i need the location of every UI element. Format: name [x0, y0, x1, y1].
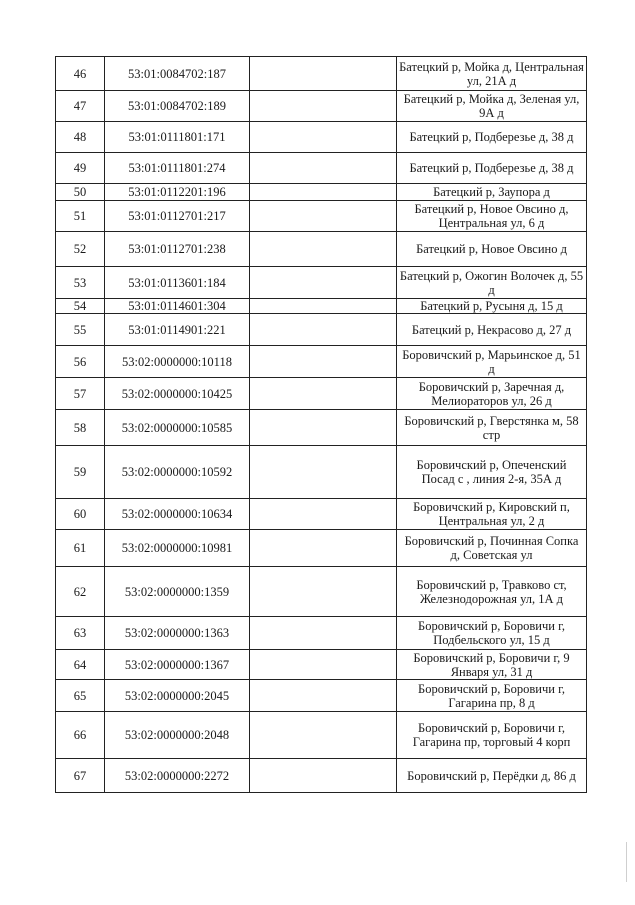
cadastral-number: 53:02:0000000:1359 — [105, 567, 250, 617]
property-address: Боровичский р, Травково ст, Железнодорожная ул, 1А д — [397, 567, 587, 617]
property-address: Батецкий р, Ожогин Волочек д, 55 д — [397, 267, 587, 299]
blank-cell — [250, 759, 397, 793]
cadastral-number: 53:01:0084702:187 — [105, 57, 250, 91]
property-address: Боровичский р, Боровичи г, 9 Января ул, 31 д — [397, 650, 587, 680]
blank-cell — [250, 184, 397, 201]
table-row — [56, 712, 587, 759]
blank-cell — [250, 267, 397, 299]
table-row — [56, 680, 587, 712]
property-address: Батецкий р, Мойка д, Центральная ул, 21А д — [397, 57, 587, 91]
row-number: 57 — [56, 378, 105, 410]
row-number: 58 — [56, 410, 105, 446]
cadastral-number: 53:02:0000000:10425 — [105, 378, 250, 410]
cadastral-number: 53:02:0000000:10634 — [105, 499, 250, 530]
table-row — [56, 314, 587, 346]
table-row — [56, 299, 587, 314]
registry-table-body — [56, 57, 587, 793]
row-number: 53 — [56, 267, 105, 299]
property-address: Батецкий р, Заупора д — [397, 184, 587, 201]
table-row — [56, 567, 587, 617]
table-row — [56, 346, 587, 378]
table-row — [56, 122, 587, 153]
row-number: 59 — [56, 446, 105, 499]
row-number: 56 — [56, 346, 105, 378]
row-number: 64 — [56, 650, 105, 680]
table-row — [56, 759, 587, 793]
blank-cell — [250, 712, 397, 759]
blank-cell — [250, 499, 397, 530]
cadastral-number: 53:01:0114601:304 — [105, 299, 250, 314]
table-row — [56, 378, 587, 410]
blank-cell — [250, 446, 397, 499]
row-number: 46 — [56, 57, 105, 91]
table-row — [56, 650, 587, 680]
blank-cell — [250, 57, 397, 91]
cadastral-number: 53:02:0000000:10981 — [105, 530, 250, 567]
blank-cell — [250, 153, 397, 184]
row-number: 62 — [56, 567, 105, 617]
cadastral-number: 53:01:0112701:217 — [105, 201, 250, 232]
cadastral-number: 53:01:0084702:189 — [105, 91, 250, 122]
property-address: Боровичский р, Кировский п, Центральная ул, 2 д — [397, 499, 587, 530]
row-number: 66 — [56, 712, 105, 759]
cadastral-number: 53:02:0000000:1367 — [105, 650, 250, 680]
property-address: Батецкий р, Русыня д, 15 д — [397, 299, 587, 314]
row-number: 50 — [56, 184, 105, 201]
row-number: 52 — [56, 232, 105, 267]
scan-edge-mark — [626, 842, 627, 882]
row-number: 67 — [56, 759, 105, 793]
blank-cell — [250, 617, 397, 650]
table-row — [56, 410, 587, 446]
cadastral-number: 53:01:0111801:171 — [105, 122, 250, 153]
cadastral-number: 53:02:0000000:10585 — [105, 410, 250, 446]
property-address: Батецкий р, Мойка д, Зеленая ул, 9А д — [397, 91, 587, 122]
table-row — [56, 530, 587, 567]
cadastral-number: 53:01:0112201:196 — [105, 184, 250, 201]
blank-cell — [250, 680, 397, 712]
property-address: Боровичский р, Боровичи г, Гагарина пр, 8 д — [397, 680, 587, 712]
blank-cell — [250, 410, 397, 446]
table-row — [56, 232, 587, 267]
table-row — [56, 184, 587, 201]
property-registry-table — [55, 56, 587, 793]
cadastral-number: 53:01:0111801:274 — [105, 153, 250, 184]
row-number: 55 — [56, 314, 105, 346]
table-row — [56, 57, 587, 91]
row-number: 48 — [56, 122, 105, 153]
cadastral-number: 53:02:0000000:10118 — [105, 346, 250, 378]
blank-cell — [250, 232, 397, 267]
property-address: Боровичский р, Заречная д, Мелиораторов ул, 26 д — [397, 378, 587, 410]
property-address: Боровичский р, Марьинское д, 51 д — [397, 346, 587, 378]
cadastral-number: 53:02:0000000:2048 — [105, 712, 250, 759]
property-address: Батецкий р, Новое Овсино д, Центральная ул, 6 д — [397, 201, 587, 232]
row-number: 47 — [56, 91, 105, 122]
table-row — [56, 499, 587, 530]
blank-cell — [250, 91, 397, 122]
row-number: 63 — [56, 617, 105, 650]
property-address: Боровичский р, Гверстянка м, 58 стр — [397, 410, 587, 446]
table-row — [56, 267, 587, 299]
row-number: 54 — [56, 299, 105, 314]
row-number: 49 — [56, 153, 105, 184]
blank-cell — [250, 567, 397, 617]
cadastral-number: 53:02:0000000:2045 — [105, 680, 250, 712]
table-row — [56, 153, 587, 184]
row-number: 61 — [56, 530, 105, 567]
property-address: Батецкий р, Новое Овсино д — [397, 232, 587, 267]
cadastral-number: 53:01:0113601:184 — [105, 267, 250, 299]
cadastral-number: 53:01:0114901:221 — [105, 314, 250, 346]
blank-cell — [250, 530, 397, 567]
blank-cell — [250, 314, 397, 346]
row-number: 65 — [56, 680, 105, 712]
row-number: 60 — [56, 499, 105, 530]
property-address: Боровичский р, Боровичи г, Подбельского ул, 15 д — [397, 617, 587, 650]
blank-cell — [250, 122, 397, 153]
cadastral-number: 53:02:0000000:10592 — [105, 446, 250, 499]
property-address: Батецкий р, Некрасово д, 27 д — [397, 314, 587, 346]
blank-cell — [250, 378, 397, 410]
property-address: Боровичский р, Опеченский Посад с , линия 2-я, 35А д — [397, 446, 587, 499]
blank-cell — [250, 299, 397, 314]
cadastral-number: 53:02:0000000:1363 — [105, 617, 250, 650]
cadastral-number: 53:01:0112701:238 — [105, 232, 250, 267]
table-row — [56, 446, 587, 499]
table-row — [56, 201, 587, 232]
property-address: Боровичский р, Починная Сопка д, Советская ул — [397, 530, 587, 567]
property-address: Боровичский р, Перёдки д, 86 д — [397, 759, 587, 793]
blank-cell — [250, 201, 397, 232]
blank-cell — [250, 346, 397, 378]
table-row — [56, 617, 587, 650]
property-address: Боровичский р, Боровичи г, Гагарина пр, торговый 4 корп — [397, 712, 587, 759]
table-row — [56, 91, 587, 122]
cadastral-number: 53:02:0000000:2272 — [105, 759, 250, 793]
property-address: Батецкий р, Подберезье д, 38 д — [397, 153, 587, 184]
blank-cell — [250, 650, 397, 680]
row-number: 51 — [56, 201, 105, 232]
property-address: Батецкий р, Подберезье д, 38 д — [397, 122, 587, 153]
